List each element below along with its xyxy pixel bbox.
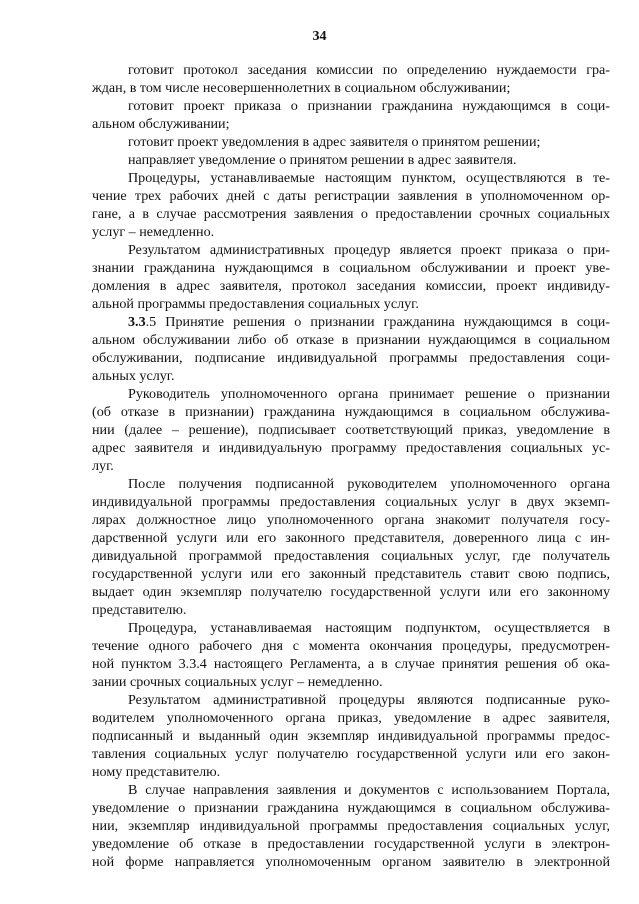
text-line [92, 565, 610, 583]
text-line [92, 79, 610, 97]
line-text: дивидуальной программой предоставления социальных услуг, где получатель [92, 548, 610, 564]
section-number: 3.3 [128, 314, 146, 330]
text-line [92, 781, 610, 799]
text-line [92, 457, 610, 475]
line-text: направляет уведомление о принятом решении в адрес заявителя. [128, 152, 517, 168]
text-line [92, 367, 610, 385]
body-text [92, 61, 610, 871]
line-text: альном обслуживании либо об отказе в признании нуждающимся в социальном [92, 332, 610, 348]
text-line [92, 475, 610, 493]
line-text: ному представителю. [92, 764, 221, 780]
text-line [92, 61, 610, 79]
line-text: После получения подписанной руководителем уполномоченного органа [128, 476, 610, 492]
text-line [92, 169, 610, 187]
line-text: домления в адрес заявителя, протокол заседания комиссии, проект индивиду- [92, 278, 610, 294]
text-line [92, 673, 610, 691]
line-text: гане, а в случае рассмотрения заявления о предоставлении срочных социальных [92, 206, 610, 222]
line-text: .5 Принятие решения о признании гражданина нуждающимся в соци- [145, 314, 610, 330]
line-text: альной программы предоставления социальных услуг. [92, 296, 419, 312]
text-line [92, 331, 610, 349]
text-line [92, 205, 610, 223]
text-line [92, 583, 610, 601]
line-text: тавления социальных услуг получателю государственной услуги или его закон- [92, 746, 610, 762]
text-line [92, 133, 610, 151]
text-line [92, 529, 610, 547]
text-line [92, 799, 610, 817]
line-text: готовит проект приказа о признании гражданина нуждающимся в соци- [128, 98, 610, 114]
text-line [92, 259, 610, 277]
line-text: обслуживании, подписание индивидуальной программы предоставления соци- [92, 350, 610, 366]
line-text: Результатом административной процедуры являются подписанные руко- [128, 692, 610, 708]
line-text: подписанный и выданный один экземпляр индивидуальной программы предос- [92, 728, 610, 744]
line-text: индивидуальной программы предоставления социальных услуг в двух экземп- [92, 494, 610, 510]
text-line [92, 853, 610, 871]
line-text: знании гражданина нуждающимся в социальном обслуживании и проект уве- [92, 260, 610, 276]
line-text: готовит проект уведомления в адрес заявителя о принятом решении; [128, 134, 541, 150]
text-line [92, 727, 610, 745]
text-line [92, 511, 610, 529]
line-text: Руководитель уполномоченного органа принимает решение о признании [128, 386, 610, 402]
line-text: лярах должностное лицо уполномоченного органа знакомит получателя госу- [92, 512, 610, 528]
line-text: дарственной услуги или его законного представителя, доверенного лица с ин- [92, 530, 610, 546]
line-text: водителем уполномоченного органа приказ, уведомление в адрес заявителя, [92, 710, 610, 726]
text-line [92, 637, 610, 655]
text-line [92, 493, 610, 511]
line-text: чение трех рабочих дней с даты регистрации заявления в уполномоченном ор- [92, 188, 610, 204]
line-text: ждан, в том числе несовершеннолетних в социальном обслуживании; [92, 80, 511, 96]
text-line [92, 97, 610, 115]
text-line [92, 187, 610, 205]
text-line [92, 835, 610, 853]
line-text: Процедуры, устанавливаемые настоящим пунктом, осуществляются в те- [128, 170, 610, 186]
text-line [92, 601, 610, 619]
text-line [92, 709, 610, 727]
text-line [92, 817, 610, 835]
line-text: ной форме направляется уполномоченным органом заявителю в электронной [92, 854, 610, 870]
text-line [92, 691, 610, 709]
line-text: готовит протокол заседания комиссии по определению нуждаемости гра- [128, 62, 610, 78]
text-line [92, 277, 610, 295]
text-line [92, 439, 610, 457]
line-text: Результатом административных процедур является проект приказа о при- [128, 242, 610, 258]
line-text: луг. [92, 458, 114, 474]
line-text: альном обслуживании; [92, 116, 230, 132]
text-line [92, 313, 610, 331]
line-text: Процедура, устанавливаемая настоящим подпунктом, осуществляется в [128, 620, 610, 636]
text-line [92, 151, 610, 169]
line-text: течение одного рабочего дня с момента окончания процедуры, предусмотрен- [92, 638, 610, 654]
line-text: зании срочных социальных услуг – немедленно. [92, 674, 383, 690]
text-line [92, 223, 610, 241]
text-line [92, 655, 610, 673]
line-text: адрес заявителя и индивидуальную программу предоставления социальных ус- [92, 440, 610, 456]
line-text: выдает один экземпляр получателю государственной услуги или его законному [92, 584, 610, 600]
text-line [92, 421, 610, 439]
text-line [92, 385, 610, 403]
text-line [92, 547, 610, 565]
page-number: 34 [312, 29, 327, 44]
text-line [92, 619, 610, 637]
line-text: услуг – немедленно. [92, 224, 215, 240]
line-text: (об отказе в признании) гражданина нуждающимся в социальном обслужива- [92, 404, 610, 420]
line-text: уведомление о признании гражданина нуждающимся в социальном обслужива- [92, 800, 610, 816]
text-line [92, 403, 610, 421]
text-line [92, 745, 610, 763]
text-line [92, 115, 610, 133]
text-line [92, 295, 610, 313]
line-text: В случае направления заявления и документов с использованием Портала, [128, 782, 610, 798]
line-text: альных услуг. [92, 368, 175, 384]
line-text: нии (далее – решение), подписывает соответствующий приказ, уведомление в [92, 422, 610, 438]
line-text: ной пунктом 3.3.4 настоящего Регламента, а в случае принятия решения об ока- [92, 656, 610, 672]
line-text: нии, экземпляр индивидуальной программы предоставления социальных услуг, [92, 818, 610, 834]
line-text: государственной услуги или его законный представитель ставит свою подпись, [92, 566, 610, 582]
line-text: уведомление об отказе в предоставлении государственной услуги в электрон- [92, 836, 610, 852]
text-line [92, 241, 610, 259]
line-text: представителю. [92, 602, 187, 618]
text-line [92, 763, 610, 781]
text-line [92, 349, 610, 367]
